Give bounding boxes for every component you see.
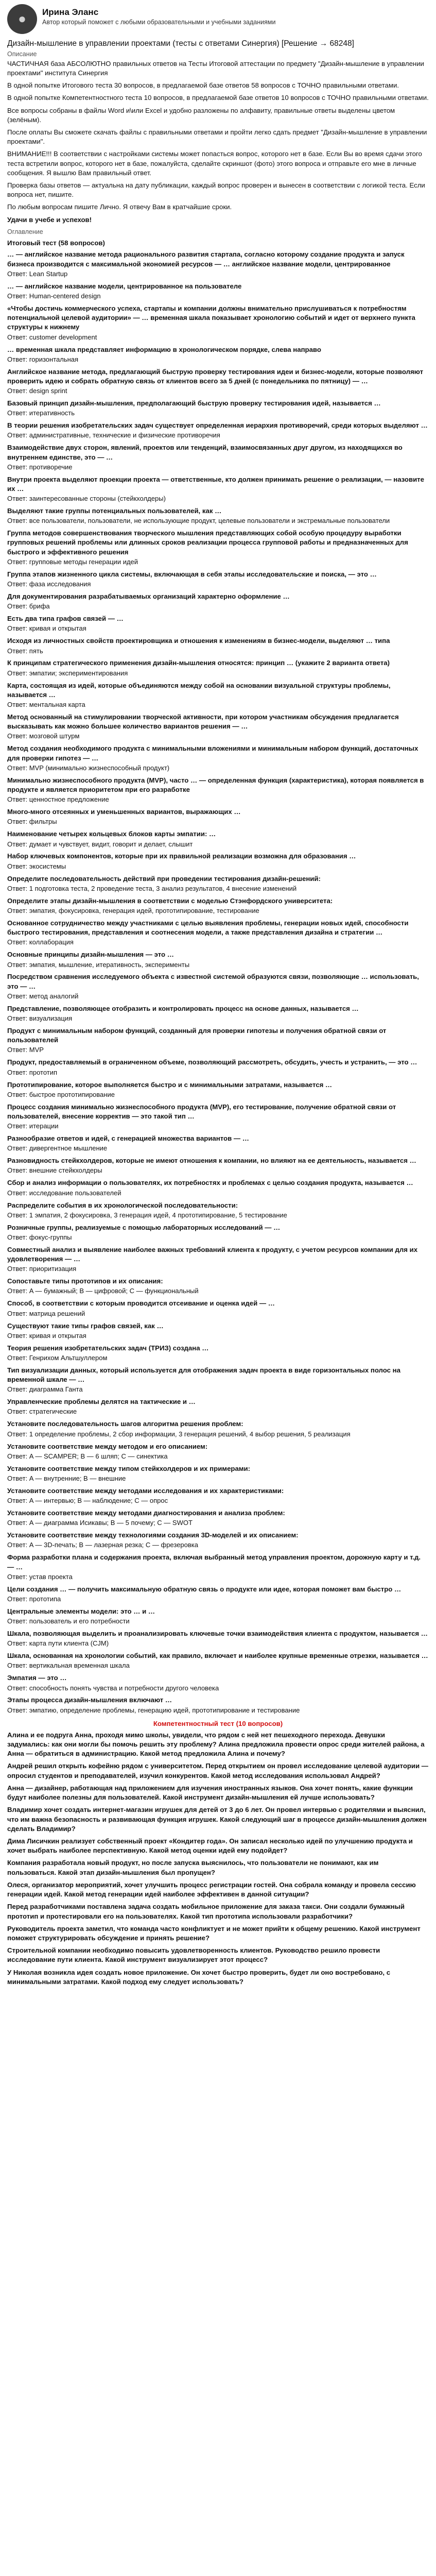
answer-text: Ответ: экосистемы [7,862,66,870]
answer-text: Ответ: административные, технические и физические противоречия [7,431,220,439]
answer-text: Ответ: вертикальная временная шкала [7,1662,130,1670]
question-text: … — английское название модели, центрированное на пользователе [7,282,242,290]
answer-text: Ответ: A — бумажный; B — цифровой; C — функциональный [7,1287,199,1295]
question-text: Процесс создания минимально жизнеспособного продукта (MVP), его тестирование, получение обратной связи от пользователей, внесение корректив — это такой тип … [7,1103,396,1120]
question-text: Посредством сравнения исследуемого объекта с известной системой образуются связи, позволяющие … использовать, это — … [7,973,419,990]
question-text: Разнообразие ответов и идей, с генерацией множества вариантов — … [7,1134,249,1143]
answer-text: Ответ: фокус-группы [7,1233,72,1241]
question-text: Наименование четырех кольцевых блоков карты эмпатии: … [7,830,216,838]
question-text: Основанное сотрудничество между участниками с целью выявления проблемы, генерации новых идей, способности быстрого тестирования, представления и соотнесения модели, а также представления дизайна и стратегии … [7,919,409,937]
question-text: Распределите события в их хронологической последовательности: [7,1201,238,1209]
case-question: Руководитель проекта заметил, что команда часто конфликтует и не может прийти к общему решению. Какой инструмент поможет структурировать обсуждение и принять решение? [7,1924,421,1942]
description-body [7,59,429,212]
answer-text: Ответ: брифа [7,602,50,611]
question-text: Группа методов совершенствования творческого мышления представляющих собой особую процедуру выработки групповых решений проблемы или длинных сроков реализации процесса групповой работы и предназначенных для быстрого и эффективного решения [7,529,408,556]
question-text: Метод создания необходимого продукта с минимальными вложениями и минимальным набором функций, достаточных для проверки гипотез — … [7,744,418,762]
answer-text: Ответ: прототип [7,1068,58,1076]
answer-text: Ответ: визуализация [7,1014,73,1023]
answer-text: Ответ: стратегические [7,1408,77,1416]
author-info [42,4,275,27]
answer-text: Ответ: дивергентное мышление [7,1144,108,1153]
question-text: Цели создания … — получить максимальную обратную связь о продукте или идее, которая поможет вам быстро … [7,1585,402,1593]
case-question: Олеся, организатор мероприятий, хочет улучшить процесс регистрации гостей. Она собрала команду и провела сессию генерации идей. Какой метод генерации идей наиболее эффективен в данной ситуации? [7,1880,416,1899]
question-text: Шкала, основанная на хронологии событий, как правило, включает и наиболее крупные временные отрезки, называется … [7,1652,428,1660]
question-text: Форма разработки плана и содержания проекта, включая выбранный метод управления проектом, дорожную карту и т.д. — … [7,1553,421,1571]
question-text: «Чтобы достичь коммерческого успеха, стартапы и компании должны внимательно прислушиваться к потребностям потенциальной целевой аудитории» — … временная шкала показывает хронологию событий и идет от верхнего пункта структуры к нижнему [7,304,415,331]
question-text: Установите последовательность шагов алгоритма решения проблем: [7,1420,243,1428]
question-text: Розничные группы, реализуемые с помощью лабораторных исследований — … [7,1223,281,1231]
answer-text: Ответ: MVP (минимально жизнеспособный продукт) [7,764,170,772]
description-paragraph: Все вопросы собраны в файлы Word и\или Excel и удобно разложены по алфавиту, правильные ответы выделены цветом (зелёным). [7,106,395,124]
case-question: Компания разработала новый продукт, но после запуска выяснилось, что пользователи не понимают, как им пользоваться. Какой этап дизайн-мышления был пропущен? [7,1859,379,1876]
answer-text: Ответ: групповые методы генерации идей [7,557,138,566]
question-text: Есть два типа графов связей — … [7,615,124,623]
case-question: Анна — дизайнер, работающая над приложением для изучения иностранных языков. Она хочет понять, какие функции будут наиболее полезны для пользователей. Какой инструмент дизайн-мышления ей лучше использовать? [7,1784,413,1802]
author-bio: Автор который поможет с любыми образовательными и учебными заданиями [42,19,276,26]
question-text: В теории решения изобретательских задач существует определенная иерархия противоречий, среди которых выделяют … [7,421,428,430]
content-label: Оглавление [7,228,43,235]
answer-text: Ответ: итерации [7,1122,59,1130]
competence-test-heading: Компетентностный тест (10 вопросов) [153,1719,283,1727]
answer-text: Ответ: заинтересованные стороны (стейкхолдеры) [7,495,166,503]
answer-text: Ответ: итеративность [7,409,75,417]
question-text: Совместный анализ и выявление наиболее важных требований клиента к продукту, с учетом ресурсов компании для их удовлетворения — … [7,1245,418,1263]
answer-text: Ответ: думает и чувствует, видит, говорит и делает, слышит [7,840,193,848]
answer-text: Ответ: A — внутренние; B — внешние [7,1474,126,1482]
answer-text: Ответ: горизонтальная [7,355,79,363]
question-text: Определите этапы дизайн-мышления в соответствии с моделью Стэнфордского университета: [7,896,333,905]
answer-text: Ответ: 1 эмпатия, 2 фокусировка, 3 генерация идей, 4 прототипирование, 5 тестирование [7,1211,287,1219]
answer-text: Ответ: карта пути клиента (CJM) [7,1639,109,1648]
answer-text: Ответ: прототипа [7,1595,61,1603]
description-paragraph: После оплаты Вы сможете скачать файлы с правильными ответами и пройти легко сдать предмет "Дизайн-мышление в управлении проектами". [7,128,427,146]
question-text: Группа этапов жизненного цикла системы, включающая в себя этапы исследовательские и поиска, — это … [7,570,377,578]
question-text: Набор ключевых компонентов, которые при их правильной реализации возможна для образования … [7,852,356,860]
question-text: Этапы процесса дизайн-мышления включают … [7,1696,172,1704]
author-name[interactable]: Ирина Эланс [42,7,99,17]
question-text: Минимально жизнеспособного продукта (MVP), часто … — определенная функция (характеристика), которая появляется в продукте и является приоритетом при его разработке [7,776,424,793]
question-text: Внутри проекта выделяют проекции проекта — ответственные, кто должен принимать решение о реализации, — назовите их … [7,475,424,493]
answer-text: Ответ: Генрихом Альтшуллером [7,1353,108,1362]
answer-text: Ответ: кривая и открытая [7,624,86,633]
question-text: Исходя из личностных свойств проектировщика и отношения к изменениям в бизнес-модели, выделяют … типа [7,637,390,645]
answer-text: Ответ: эмпатия, фокусировка, генерация идей, прототипирование, тестирование [7,906,259,914]
answer-text: Ответ: design sprint [7,387,67,395]
answer-text: Ответ: исследование пользователей [7,1189,121,1197]
case-list [7,1731,429,1987]
question-text: Центральные элементы модели: это … и … [7,1607,155,1615]
answer-text: Ответ: пользователь и его потребности [7,1617,130,1625]
case-question: Строительной компании необходимо повысить удовлетворенность клиентов. Руководство решило провести исследование пути клиента. Какой инструмент визуализирует этот процесс? [7,1946,380,1964]
case-question: Андрей решил открыть кофейню рядом с университетом. Перед открытием он провел исследование целевой аудитории — опросил студентов и преподавателей, изучил конкурентов. Какой метод исследования использовал Андрей? [7,1762,428,1780]
question-text: Выделяют такие группы потенциальных пользователей, как … [7,507,222,515]
answer-text: Ответ: мозговой штурм [7,732,80,740]
answer-text: Ответ: фильтры [7,818,57,826]
question-text: Тип визуализации данных, который используется для отображения задач проекта в виде горизонтальных полос на временной шкале — … [7,1366,400,1384]
page-title: Дизайн-мышление в управлении проектами (тесты с ответами Синергия) [Решение → 68248] [7,39,354,48]
answer-text: Ответ: приоритизация [7,1265,77,1273]
avatar[interactable]: ● [7,4,37,34]
answer-text: Ответ: внешние стейкхолдеры [7,1166,102,1175]
author-header [7,4,429,34]
answer-text: Ответ: фаза исследования [7,580,91,588]
answer-text: Ответ: MVP [7,1046,44,1054]
question-text: Установите соответствие между типом стейкхолдеров и их примерами: [7,1464,251,1472]
answer-text: Ответ: Human-centered design [7,292,101,300]
description-paragraph: Проверка базы ответов — актуальна на дату публикации, каждый вопрос проверен и вынесен в соответствии с логикой теста. Если вопроса нет, пишите. [7,181,425,199]
question-text: Определите последовательность действий при проведении тестирования дизайн-решений: [7,874,321,883]
question-text: Способ, в соответствии с которым проводится отсеивание и оценка идей — … [7,1299,275,1308]
answer-text: Ответ: A — интервью; B — наблюдение; C — опрос [7,1497,168,1505]
question-text: Теория решения изобретательских задач (ТРИЗ) создана … [7,1344,209,1352]
answer-text: Ответ: 1 подготовка теста, 2 проведение теста, 3 анализ результатов, 4 внесение изменений [7,884,297,892]
answer-text: Ответ: A — SCAMPER; B — 6 шляп; C — синектика [7,1452,168,1460]
question-text: Взаимодействие двух сторон, явлений, проектов или тенденций, взаимосвязанных друг другом, из находящихся во внутреннем единстве, это — … [7,444,403,461]
answer-text: Ответ: Lean Startup [7,269,68,278]
question-text: Основные принципы дизайн-мышления — это … [7,951,174,959]
question-text: Сбор и анализ информации о пользователях, их потребностях и проблемах с целью создания продукта, называется … [7,1179,413,1187]
answer-text: Ответ: противоречие [7,463,73,471]
question-text: Представление, позволяющее отобразить и контролировать процесс на основе данных, называется … [7,1004,359,1012]
case-question: У Николая возникла идея создать новое приложение. Он хочет быстро проверить, будет ли оно востребовано, с минимальными затратами. Какой подход ему следует использовать? [7,1968,391,1986]
case-question: Алина и ее подруга Анна, проходя мимо школы, увидели, что рядом с ней нет пешеходного перехода. Девушки задумались: как они могли бы помочь решить эту проблему? Алина предложила провести опрос среди жителей района, а Анна — обратиться в администрацию. Какой метод предложила Алина и почему? [7,1731,425,1758]
answer-text: Ответ: пять [7,647,43,655]
answer-text: Ответ: эмпатия, мышление, итеративность, эксперименты [7,960,190,969]
question-text: Сопоставьте типы прототипов и их описания: [7,1277,163,1285]
answer-text: Ответ: матрица решений [7,1309,85,1317]
description-paragraph: По любым вопросам пишите Лично. Я отвечу Вам в кратчайшие сроки. [7,203,232,211]
answer-text: Ответ: ценностное предложение [7,795,109,804]
answer-text: Ответ: эмпатии; экспериментирования [7,669,128,677]
question-text: Разновидность стейкхолдеров, которые не имеют отношения к компании, но влияют на ее деятельность, называется … [7,1157,416,1165]
answer-text: Ответ: все пользователи, пользователи, не использующие продукт, целевые пользователи и экстремальные пользователи [7,517,390,525]
question-text: … — английское название метода рационального развития стартапа, согласно которому создание продукта и запуск бизнеса производится с максимальной экономией ресурсов — … английское название модели, центрированное [7,250,405,268]
question-text: Управленческие проблемы делятся на тактические и … [7,1398,196,1406]
question-text: Существуют такие типы графов связей, как … [7,1321,164,1330]
sub-text: Удачи в учебе и успехов! [7,215,92,224]
question-text: Установите соответствие между методами исследования и их характеристиками: [7,1486,284,1495]
answer-text: Ответ: устав проекта [7,1572,73,1581]
answer-text: Ответ: метод аналогий [7,992,79,1000]
question-text: Эмпатия — это … [7,1674,67,1682]
answer-text: Ответ: способность понять чувства и потребности другого человека [7,1684,219,1692]
question-text: Карта, состоящая из идей, которые объединяются между собой на основании визуальной структуры проблемы, называется … [7,681,391,699]
case-question: Дима Лисичкин реализует собственный проект «Кондитер года». Он записал несколько идей по улучшению продукта и хочет выбрать наиболее перспективную. Какой метод оценки идей ему подойдет? [7,1837,413,1855]
question-text: Продукт, предоставляемый в ограниченном объеме, позволяющий рассмотреть, обсудить, учесть и устранить, — это … [7,1058,417,1066]
description-paragraph: ЧАСТИЧНАЯ база АБСОЛЮТНО правильных ответов на Тесты Итоговой аттестации по предмету "Дизайн-мышление в управлении проектами" института Синергия [7,59,424,77]
question-text: Много-много отсеянных и уменьшенных вариантов, выражающих … [7,808,241,816]
answer-text: Ответ: эмпатию, определение проблемы, генерацию идей, прототипирование и тестирование [7,1706,300,1714]
case-question: Владимир хочет создать интернет-магазин игрушек для детей от 3 до 6 лет. Он провел интервью с родителями и выяснил, что им важна безопасность и развивающая функция игрушек. Какой следующий шаг в процессе дизайн-мышления должен сделать Владимир? [7,1806,427,1833]
description-label: Описание [7,50,37,58]
answer-text: Ответ: A — 3D-печать; B — лазерная резка; C — фрезеровка [7,1541,198,1549]
answer-text: Ответ: A — диаграмма Исикавы; B — 5 почему; C — SWOT [7,1519,193,1527]
question-text: … временная шкала представляет информацию в хронологическом порядке, слева направо [7,345,321,353]
question-text: Базовый принцип дизайн-мышления, предполагающий быструю проверку тестирования идей, называется … [7,399,381,408]
answer-text: Ответ: ментальная карта [7,701,85,709]
question-text: Установите соответствие между методом и его описанием: [7,1442,208,1450]
question-text: Метод основанный на стимулировании творческой активности, при котором участникам обсуждения предлагается высказывать как можно большее количество вариантов решения — … [7,713,399,731]
answer-text: Ответ: быстрое прототипирование [7,1090,115,1098]
question-text: Шкала, позволяющая выделить и проанализировать ключевые точки взаимодействия клиента с продуктом, называется … [7,1629,428,1637]
final-test-heading: Итоговый тест (58 вопросов) [7,239,105,247]
question-text: Установите соответствие между технологиями создания 3D-моделей и их описанием: [7,1531,299,1539]
case-question: Перед разработчиками поставлена задача создать мобильное приложение для заказа такси. Они создали бумажный прототип и протестировали его на пользователях. Какой тип прототипа использовали разработчики? [7,1903,405,1920]
description-paragraph: В одной попытке Итогового теста 30 вопросов, в предлагаемой базе ответов 58 вопросов с ТОЧНО правильными ответами. [7,81,399,90]
question-text: Установите соответствие между методами диагностирования и анализа проблем: [7,1509,285,1517]
answer-text: Ответ: 1 определение проблемы, 2 сбор информации, 3 генерация решений, 4 выбор решения, 5 реализация [7,1430,351,1438]
question-text: К принципам стратегического применения дизайн-мышления относятся: принцип … (укажите 2 варианта ответа) [7,659,390,667]
question-list [7,250,429,1715]
answer-text: Ответ: кривая и открытая [7,1331,86,1340]
answer-text: Ответ: диаграмма Ганта [7,1385,83,1394]
description-paragraph: ВНИМАНИЕ!!! В соответствии с настройками системы может попасться вопрос, которого нет в базе. Если Вы во время сдачи этого теста встретили вопрос, которого нет в базе, пожалуйста, сделайте скриншот (фото) этого вопроса и отправьте его мне в личные сообщения. Я вышлю Вам правильный ответ. [7,150,422,177]
description-paragraph: В одной попытке Компетентностного теста 10 вопросов, в предлагаемой базе ответов 10 вопросов с ТОЧНО правильными ответами. [7,94,429,102]
question-text: Английское название метода, предлагающий быструю проверку тестирования идеи и бизнес-модели, которые позволяют проверить идею и собрать обратную связь от клиентов всего за 5 дней (с понедельника по пятницу) — … [7,367,424,385]
answer-text: Ответ: customer development [7,333,97,341]
answer-text: Ответ: коллаборация [7,938,74,946]
question-text: Продукт с минимальным набором функций, созданный для проверки гипотезы и получения обратной связи от пользователей [7,1026,387,1044]
question-text: Для документирования разрабатываемых организаций характерно оформление … [7,592,290,600]
question-text: Прототипирование, которое выполняется быстро и с минимальными затратами, называется … [7,1080,333,1089]
